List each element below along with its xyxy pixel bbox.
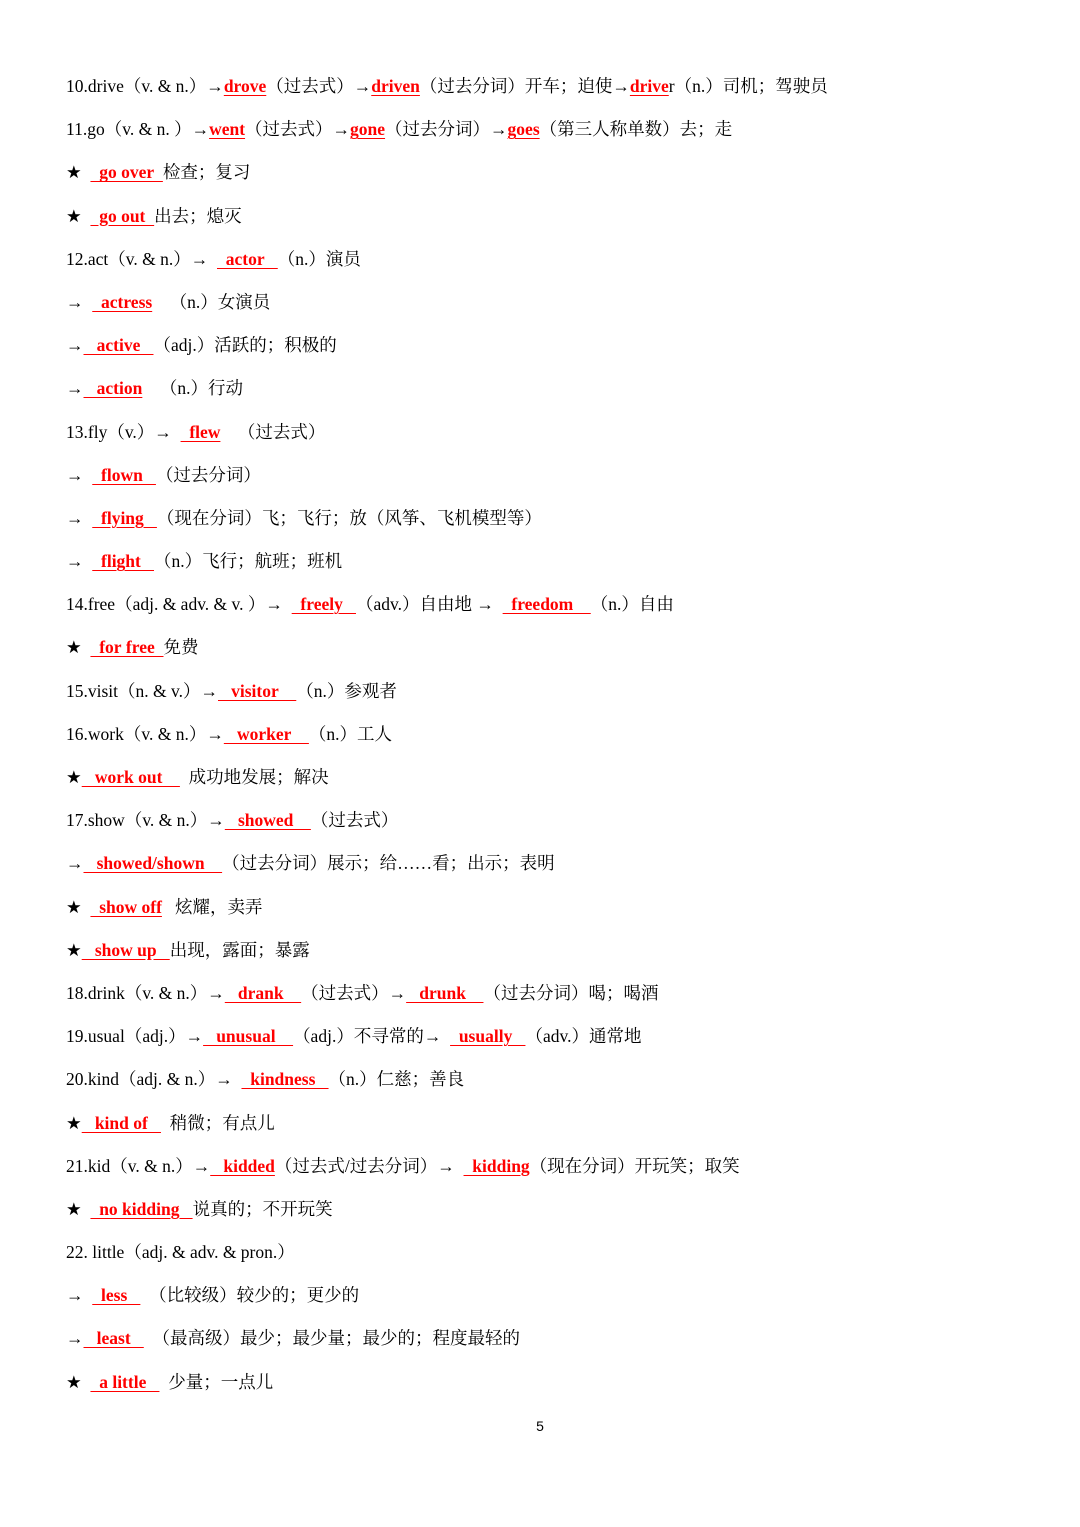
vocab-line	[66, 1145, 1046, 1188]
line-text: r（n.）司机；驾驶员	[668, 76, 828, 96]
line-text: 20.kind（adj. & n.）→	[66, 1069, 242, 1090]
line-text: （n.）仁慈；善良	[328, 1069, 465, 1090]
answer-blank: action	[83, 378, 143, 399]
vocab-line	[66, 626, 1046, 669]
answer-blank: worker	[223, 723, 309, 744]
vocab-line	[66, 1188, 1046, 1231]
answer-blank: usually	[450, 1026, 526, 1047]
line-text: →	[66, 551, 93, 572]
line-text: 出去；熄灭	[154, 205, 242, 226]
line-text: （adv.）自由地 →	[355, 594, 503, 615]
page-number: 5	[536, 1418, 544, 1434]
line-text: 19.usual（adj.）→	[66, 1026, 204, 1047]
answer-blank: least	[83, 1328, 144, 1349]
line-text: （n.）工人	[308, 723, 393, 744]
vocab-line	[66, 324, 1046, 367]
vocab-line	[66, 540, 1046, 583]
line-text: （n.）参观者	[296, 680, 397, 701]
vocab-line	[66, 756, 1046, 799]
line-text: （n.）飞行；航班；班机	[154, 551, 343, 572]
vocab-line	[66, 1015, 1046, 1058]
line-text: ★	[66, 1198, 91, 1219]
vocab-line	[66, 1058, 1046, 1101]
line-text: 炫耀，卖弄	[161, 896, 263, 917]
answer-blank: kidded	[210, 1155, 275, 1176]
line-text: 15.visit（n. & v.）→	[66, 680, 218, 701]
answer-blank: kidding	[463, 1155, 530, 1176]
line-text: 21.kid（v. & n.）→	[66, 1155, 211, 1176]
line-text: （过去式）	[310, 810, 399, 831]
vocab-line	[66, 367, 1046, 410]
line-text: 11.go（v. & n. ）→	[66, 119, 210, 140]
vocab-line	[66, 583, 1046, 626]
vocab-line	[66, 1317, 1046, 1360]
answer-blank: drive	[629, 76, 669, 96]
line-text: （过去分词）喝；喝酒	[483, 982, 659, 1003]
answer-blank: gone	[350, 119, 386, 140]
vocab-line	[66, 1231, 1046, 1274]
line-text: ★	[66, 939, 82, 960]
line-text: （n.）行动	[142, 378, 243, 399]
answer-blank: visitor	[218, 680, 297, 701]
vocab-line	[66, 1274, 1046, 1317]
vocab-line	[66, 1361, 1046, 1404]
line-text: 16.work（v. & n.）→	[66, 723, 224, 744]
answer-blank: driven	[371, 76, 420, 96]
line-text: 出现，露面；暴露	[169, 939, 310, 960]
answer-blank: show up	[81, 939, 170, 960]
vocab-line	[66, 454, 1046, 497]
line-text: ★	[66, 162, 91, 183]
vocab-line	[66, 799, 1046, 842]
line-text: （过去分词）	[155, 464, 261, 485]
vocab-line	[66, 497, 1046, 540]
line-text: （adv.）通常地	[525, 1026, 642, 1047]
line-text: 17.show（v. & n.）→	[66, 810, 225, 831]
vocab-line	[66, 281, 1046, 324]
line-text: →	[66, 464, 93, 485]
line-text: 12.act（v. & n.）→	[66, 248, 217, 269]
line-text: ★	[66, 896, 91, 917]
answer-blank: less	[92, 1285, 141, 1306]
line-text: 少量；一点儿	[159, 1371, 274, 1392]
line-text: →	[66, 853, 84, 874]
line-text: 说真的；不开玩笑	[192, 1198, 333, 1219]
line-text: 成功地发展；解决	[179, 767, 329, 787]
line-text: （adj.）不寻常的→	[293, 1026, 451, 1047]
answer-blank: show off	[90, 896, 162, 917]
vocab-line	[66, 65, 1046, 108]
answer-blank: no kidding	[90, 1198, 193, 1219]
vocab-line	[66, 238, 1046, 281]
line-text: 18.drink（v. & n.）→	[66, 982, 225, 1003]
answer-blank: work out	[81, 767, 180, 787]
line-text: （比较级）较少的；更少的	[140, 1285, 360, 1306]
line-text: ★	[66, 1112, 82, 1133]
answer-blank: flown	[92, 464, 156, 485]
line-text: ★	[66, 205, 91, 226]
answer-blank: went	[209, 119, 246, 140]
line-text: 22. little（adj. & adv. & pron.）	[66, 1242, 295, 1263]
answer-blank: goes	[507, 119, 540, 140]
vocabulary-list	[66, 65, 1046, 1404]
line-text: →	[66, 507, 93, 528]
line-text: （现在分词）开玩笑；取笑	[529, 1155, 740, 1176]
line-text: 检查；复习	[162, 162, 251, 183]
vocab-line	[66, 411, 1046, 454]
vocab-line	[66, 670, 1046, 713]
vocab-line	[66, 972, 1046, 1015]
answer-blank: drank	[224, 982, 302, 1003]
vocab-line	[66, 1102, 1046, 1145]
answer-blank: go over	[90, 162, 163, 183]
line-text: （n.）演员	[277, 248, 361, 269]
line-text: ★	[66, 1371, 91, 1392]
line-text: （过去分词）→	[385, 119, 508, 140]
vocab-line	[66, 929, 1046, 972]
answer-blank: flew	[180, 421, 221, 442]
answer-blank: active	[83, 335, 154, 356]
line-text: （过去式）→	[266, 76, 372, 96]
line-text: （adj.）活跃的；积极的	[153, 335, 337, 356]
line-text: （过去式）→	[245, 119, 351, 140]
line-text: →	[66, 1285, 93, 1306]
line-text: （过去分词）开车；迫使→	[419, 76, 630, 96]
answer-blank: showed	[224, 810, 311, 831]
answer-blank: actor	[217, 248, 278, 269]
line-text: （最高级）最少；最少量；最少的；程度最轻的	[143, 1328, 521, 1349]
answer-blank: freedom	[502, 594, 591, 615]
vocab-line	[66, 108, 1046, 151]
answer-blank: drunk	[406, 982, 484, 1003]
answer-blank: showed/shown	[83, 853, 223, 874]
answer-blank: kindness	[241, 1069, 329, 1090]
vocab-line	[66, 842, 1046, 885]
vocab-line	[66, 195, 1046, 238]
vocab-line	[66, 151, 1046, 194]
line-text: →	[66, 291, 93, 312]
line-text: （过去式）	[220, 421, 326, 442]
answer-blank: flight	[92, 551, 154, 572]
answer-blank: flying	[92, 507, 157, 528]
line-text: （第三人称单数）去；走	[539, 119, 733, 140]
answer-blank: actress	[92, 291, 153, 312]
line-text: 10.drive（v. & n.）→	[66, 76, 224, 96]
vocab-line	[66, 713, 1046, 756]
line-text: （n.）自由	[590, 594, 674, 615]
line-text: ★	[66, 637, 91, 658]
line-text: 14.free（adj. & adv. & v. ）→	[66, 594, 292, 615]
line-text: ★	[66, 767, 82, 787]
line-text: （过去式/过去分词）→	[274, 1155, 464, 1176]
line-text: →	[66, 1328, 84, 1349]
answer-blank: for free	[90, 637, 164, 658]
line-text: →	[66, 378, 84, 399]
answer-blank: kind of	[81, 1112, 161, 1133]
answer-blank: go out	[90, 205, 155, 226]
answer-blank: unusual	[203, 1026, 294, 1047]
answer-blank: a little	[90, 1371, 160, 1392]
vocab-line	[66, 886, 1046, 929]
line-text: （n.）女演员	[152, 291, 271, 312]
answer-blank: drove	[223, 76, 267, 96]
line-text: 稍微；有点儿	[160, 1112, 275, 1133]
line-text: （过去分词）展示；给……看；出示；表明	[222, 853, 555, 874]
line-text: （过去式）→	[301, 982, 407, 1003]
line-text: 13.fly（v.）→	[66, 421, 181, 442]
line-text: →	[66, 335, 84, 356]
answer-blank: freely	[291, 594, 356, 615]
line-text: 免费	[163, 637, 199, 658]
line-text: （现在分词）飞；飞行；放（风筝、飞机模型等）	[156, 507, 542, 528]
